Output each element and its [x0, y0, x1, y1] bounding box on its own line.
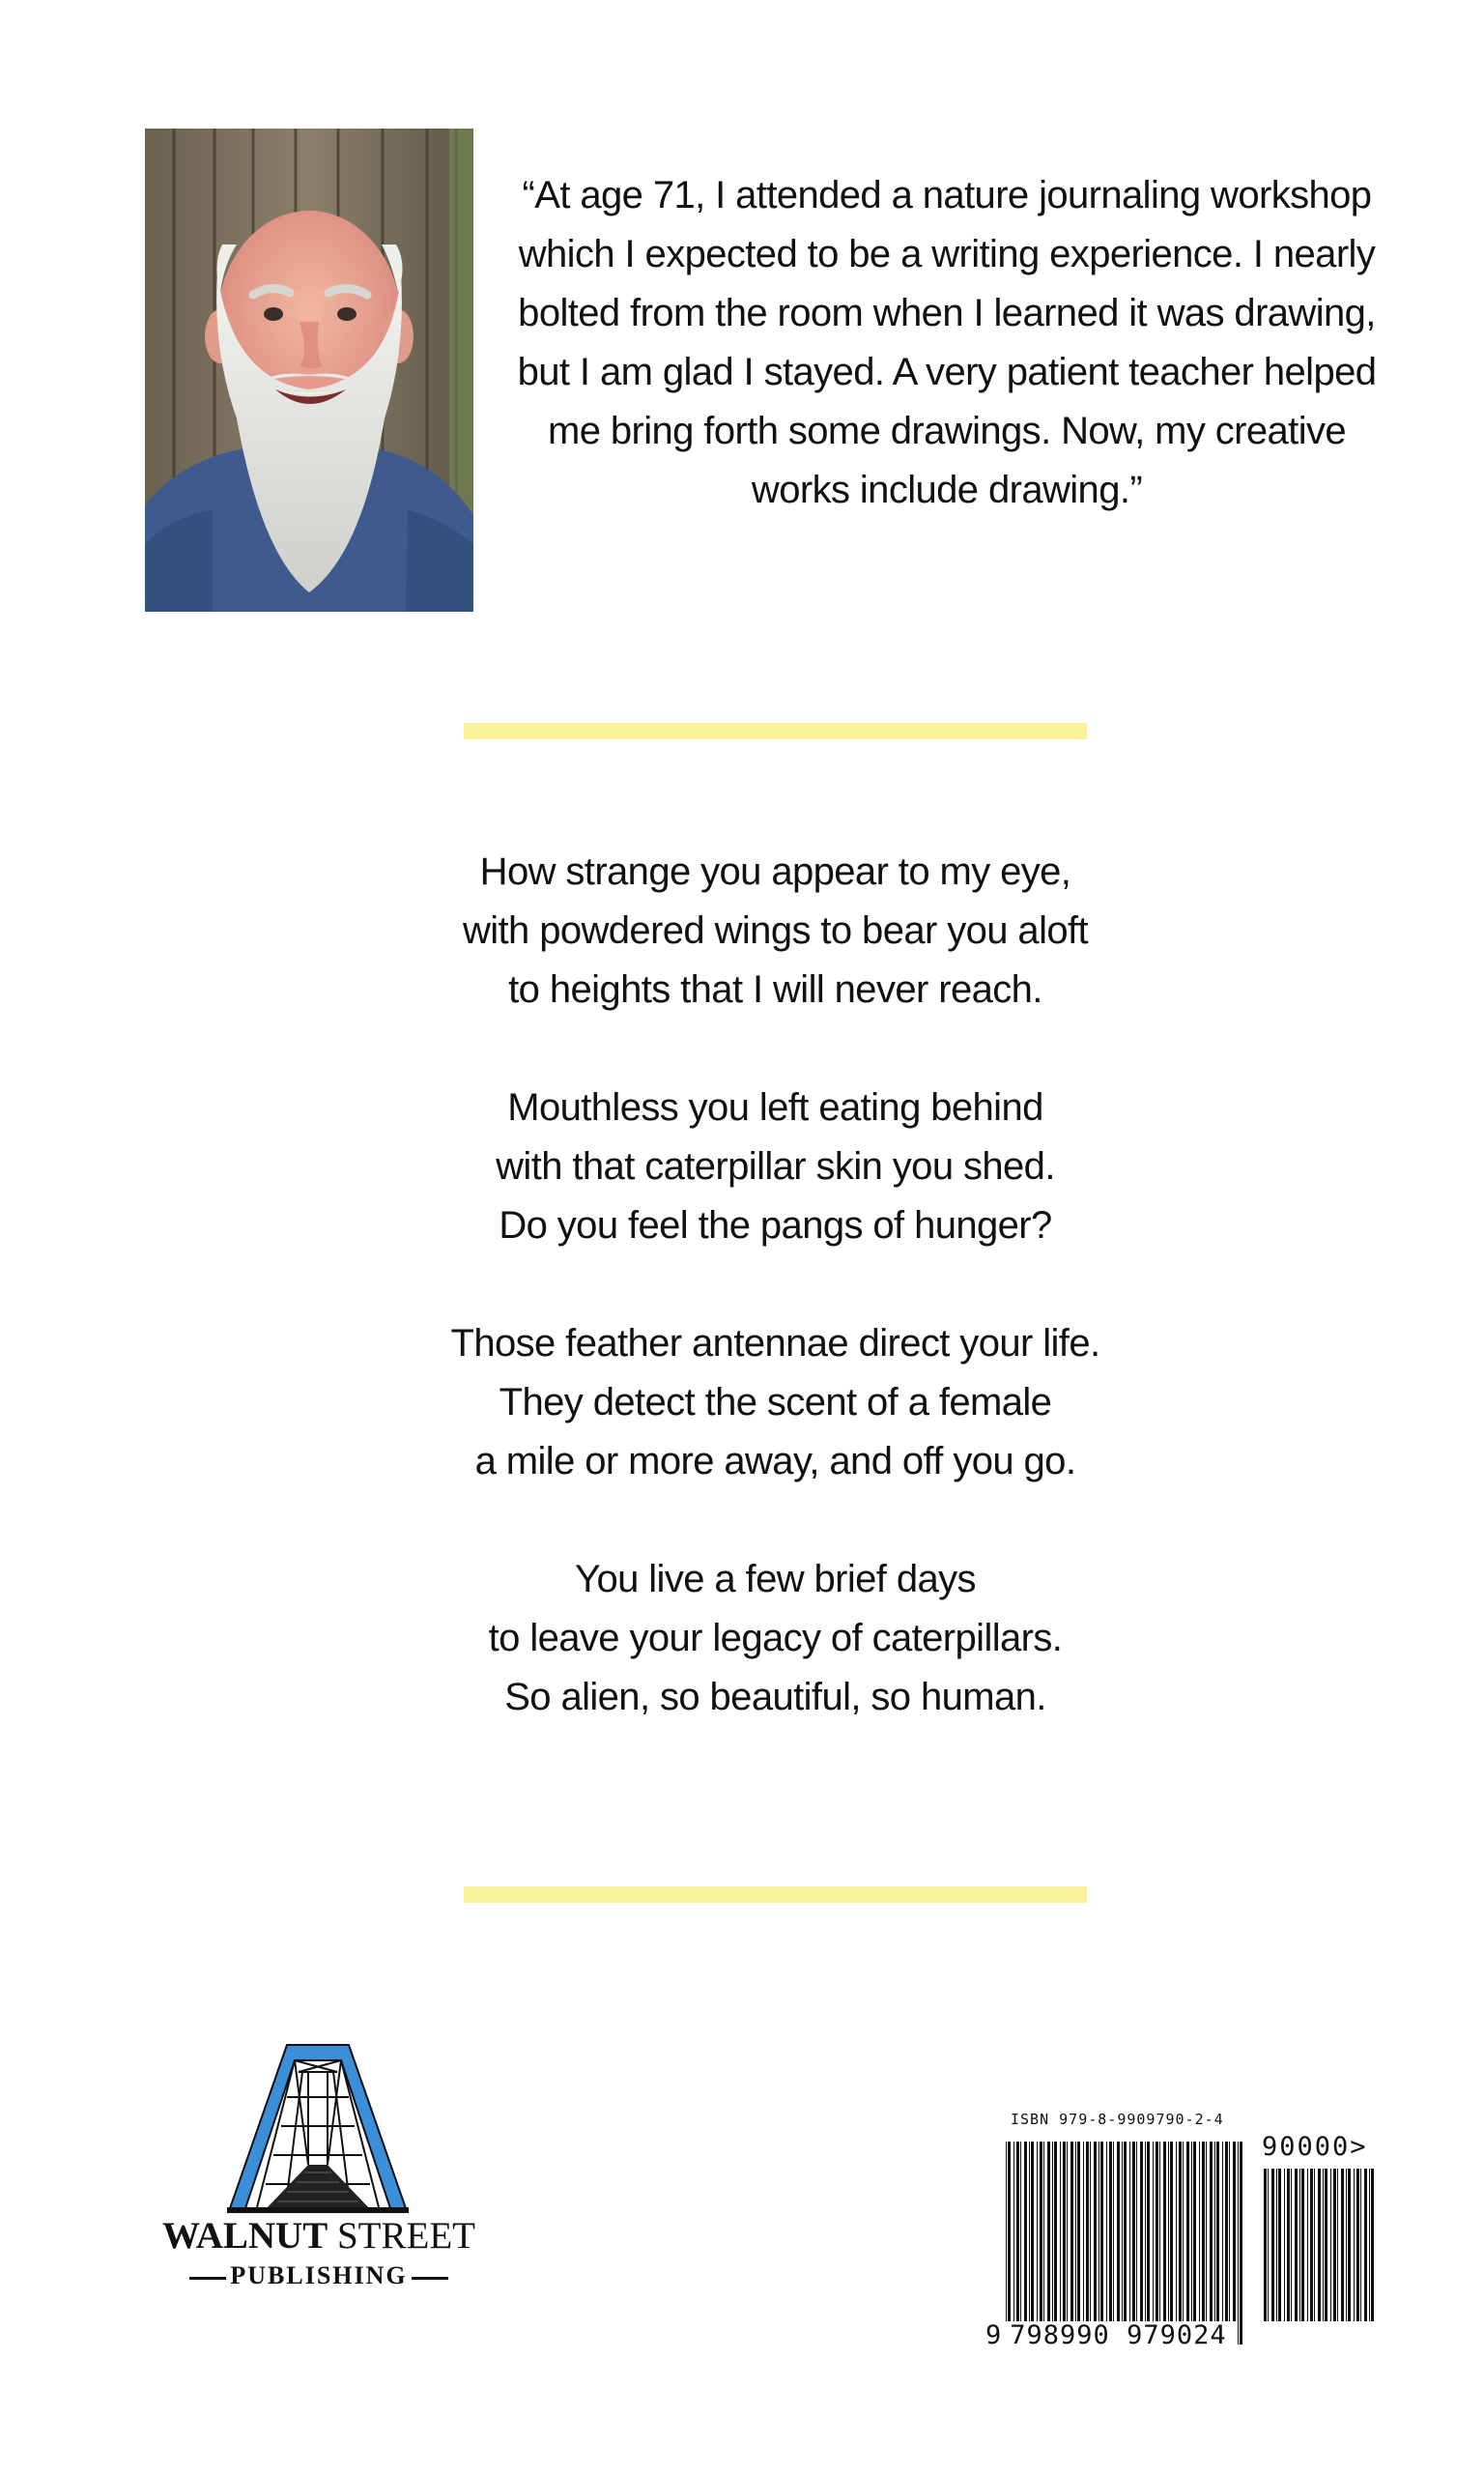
isbn-barcode — [976, 2111, 1401, 2362]
barcode-digit-group: 798990 — [1010, 2320, 1110, 2350]
barcode-bar — [1307, 2169, 1308, 2321]
barcode-bar — [1054, 2142, 1057, 2321]
poem-line: Those feather antennae direct your life. — [450, 1322, 1100, 1365]
barcode-bar — [1006, 2142, 1007, 2345]
barcode-bar — [1337, 2169, 1338, 2321]
barcode-bar — [1356, 2169, 1359, 2321]
barcode-bar — [1233, 2142, 1236, 2321]
barcode-bar — [1109, 2142, 1112, 2321]
barcode-bar — [1117, 2142, 1120, 2321]
barcode-bar — [1191, 2142, 1192, 2321]
poem-stanza — [367, 843, 1184, 1020]
divider-top — [464, 723, 1087, 739]
barcode-bar — [1216, 2142, 1219, 2321]
barcode-bar — [1314, 2169, 1315, 2321]
barcode-bar — [1100, 2142, 1103, 2321]
barcode-bar — [1037, 2142, 1038, 2321]
publisher-name-bold: WALNUT — [162, 2215, 328, 2257]
barcode-bar — [1210, 2142, 1213, 2321]
poem-line: Do you feel the pangs of hunger? — [499, 1204, 1052, 1247]
barcode-bar — [1278, 2169, 1281, 2321]
barcode-bar — [1284, 2169, 1285, 2321]
publisher-name-regular: STREET — [336, 2215, 475, 2257]
barcode-bar — [1310, 2169, 1313, 2321]
barcode-bar — [1229, 2142, 1230, 2321]
barcode-bar — [1333, 2169, 1336, 2321]
barcode-main-bars — [1006, 2142, 1243, 2345]
poem-line: So alien, so beautiful, so human. — [504, 1676, 1046, 1718]
barcode-bar — [1124, 2142, 1127, 2345]
barcode-bar — [1179, 2142, 1182, 2321]
barcode-bar — [1354, 2169, 1355, 2321]
barcode-bar — [1360, 2169, 1361, 2321]
barcode-bar — [1222, 2142, 1223, 2321]
barcode-bar — [1140, 2142, 1143, 2321]
publisher-logo — [155, 2039, 483, 2300]
barcode-bar — [1067, 2142, 1068, 2321]
barcode-bar — [1301, 2169, 1304, 2321]
barcode-bar — [1186, 2142, 1189, 2321]
dash-decoration — [412, 2277, 448, 2280]
barcode-bar — [1094, 2142, 1097, 2321]
barcode-bar — [1016, 2142, 1019, 2321]
publisher-sub-label: PUBLISHING — [230, 2261, 408, 2289]
dash-decoration — [189, 2277, 226, 2280]
barcode-bar — [1043, 2142, 1044, 2321]
barcode-bar — [1238, 2142, 1239, 2345]
barcode-bar — [1287, 2169, 1290, 2321]
poem-stanza — [367, 1550, 1184, 1727]
quote-line: but I am glad I stayed. A very patient teacher helped — [517, 351, 1377, 393]
quote-line: which I expected to be a writing experience. I nearly — [518, 233, 1376, 275]
barcode-bar — [1214, 2142, 1215, 2321]
author-portrait-illustration — [145, 129, 473, 612]
barcode-bar — [1271, 2169, 1274, 2321]
isbn-label: ISBN 979-8-9909790-2-4 — [1011, 2111, 1224, 2128]
bridge-icon — [227, 2039, 409, 2213]
barcode-bar — [1077, 2142, 1080, 2321]
barcode-bar — [1020, 2142, 1021, 2321]
poem-line: Mouthless you left eating behind — [507, 1086, 1043, 1129]
barcode-bar — [1264, 2169, 1267, 2321]
barcode-bar — [1369, 2169, 1370, 2321]
barcode-bar — [1323, 2169, 1324, 2321]
poem-stanza — [367, 1314, 1184, 1491]
barcode-bar — [1193, 2142, 1196, 2321]
barcode-bar — [1024, 2142, 1027, 2321]
barcode-bar — [1075, 2142, 1076, 2321]
barcode-bar — [1090, 2142, 1091, 2321]
poem-stanza — [367, 1079, 1184, 1255]
poem — [367, 843, 1184, 1727]
barcode-bar — [1008, 2142, 1011, 2345]
barcode-bar — [1341, 2169, 1344, 2321]
poem-line: How strange you appear to my eye, — [479, 850, 1071, 893]
barcode-digit-lead: 9 — [985, 2320, 1003, 2350]
poem-line: to heights that I will never reach. — [508, 968, 1042, 1011]
barcode-bar — [1047, 2142, 1050, 2321]
author-photo — [145, 129, 473, 612]
barcode-bar — [1122, 2142, 1123, 2345]
barcode-bar — [1199, 2142, 1200, 2321]
barcode-bar — [1268, 2169, 1269, 2321]
barcode-digits — [985, 2321, 1227, 2350]
barcode-bar — [1159, 2142, 1160, 2321]
quote-line: works include drawing.” — [751, 469, 1143, 511]
barcode-bar — [1206, 2142, 1207, 2321]
barcode-bar — [1147, 2142, 1150, 2321]
barcode-bar — [1176, 2142, 1177, 2321]
barcode-bar — [1299, 2169, 1300, 2321]
barcode-bar — [1153, 2142, 1154, 2321]
barcode-bar — [1031, 2142, 1034, 2321]
publisher-subtitle — [155, 2261, 483, 2290]
barcode-bar — [1371, 2169, 1374, 2321]
barcode-bar — [1240, 2142, 1242, 2345]
poem-line: with powdered wings to bear you aloft — [462, 909, 1089, 952]
divider-bottom — [464, 1886, 1087, 1903]
barcode-bar — [1291, 2169, 1292, 2321]
poem-line: to leave your legacy of caterpillars. — [488, 1617, 1063, 1659]
barcode-bar — [1225, 2142, 1228, 2321]
quote-line: me bring forth some drawings. Now, my creative — [547, 410, 1347, 452]
barcode-bar — [1086, 2142, 1089, 2321]
barcode-bar — [1325, 2169, 1327, 2321]
barcode-bar — [1170, 2142, 1173, 2321]
barcode-bar — [1063, 2142, 1066, 2321]
barcode-bar — [1040, 2142, 1042, 2321]
barcode-bar — [1330, 2169, 1331, 2321]
barcode-bar — [1276, 2169, 1277, 2321]
barcode-bar — [1348, 2169, 1351, 2321]
poem-line: You live a few brief days — [575, 1558, 976, 1600]
barcode-bar — [1113, 2142, 1114, 2321]
barcode-bar — [1295, 2169, 1298, 2321]
barcode-bar — [1156, 2142, 1158, 2321]
barcode-bar — [1168, 2142, 1169, 2321]
barcode-bar — [1132, 2142, 1135, 2321]
publisher-name — [155, 2215, 483, 2258]
barcode-bar — [1163, 2142, 1166, 2321]
poem-line: a mile or more away, and off you go. — [474, 1440, 1076, 1482]
barcode-bar — [1183, 2142, 1184, 2321]
barcode-bar — [1364, 2169, 1367, 2321]
barcode-bar — [1346, 2169, 1347, 2321]
barcode-bar — [1318, 2169, 1321, 2321]
author-quote — [512, 166, 1382, 520]
quote-line: bolted from the room when I learned it was drawing, — [518, 292, 1376, 334]
barcode-bar — [1202, 2142, 1205, 2321]
barcode-bar — [1129, 2142, 1130, 2321]
poem-line: They detect the scent of a female — [499, 1381, 1052, 1424]
barcode-digit-group: 979024 — [1127, 2320, 1227, 2350]
price-code: 90000> — [1262, 2132, 1368, 2162]
poem-line: with that caterpillar skin you shed. — [496, 1145, 1055, 1188]
barcode-bar — [1070, 2142, 1073, 2321]
barcode-bar — [1106, 2142, 1107, 2321]
barcode-bar — [1060, 2142, 1061, 2321]
barcode-bar — [1052, 2142, 1053, 2321]
barcode-bar — [1136, 2142, 1137, 2321]
barcode-bar — [1083, 2142, 1084, 2321]
barcode-bar — [1029, 2142, 1030, 2321]
barcode-bar — [1013, 2142, 1014, 2321]
barcode-addon-bars — [1264, 2169, 1378, 2345]
quote-line: “At age 71, I attended a nature journaling workshop — [522, 174, 1372, 216]
barcode-bar — [1145, 2142, 1146, 2321]
